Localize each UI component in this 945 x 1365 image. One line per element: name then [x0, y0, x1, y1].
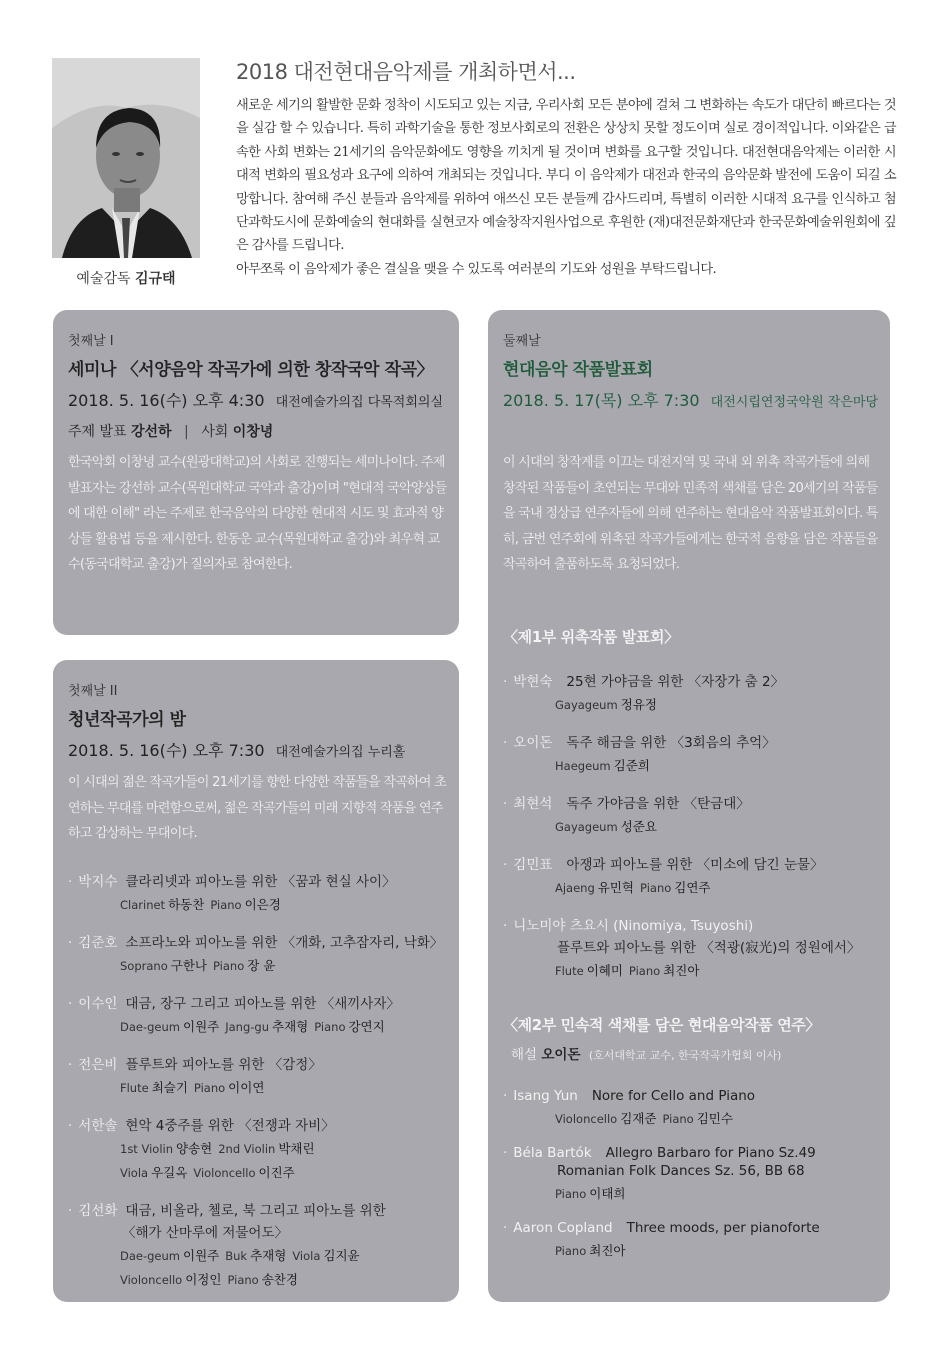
presenter-name: 강선하: [131, 424, 172, 440]
performer: [120, 898, 204, 912]
day-label: 첫째날 I: [68, 334, 114, 349]
instrument: Piano: [628, 964, 661, 978]
presenters: [68, 421, 447, 441]
performers-line: [503, 962, 878, 980]
composer-name: 오이돈: [513, 735, 553, 751]
instrument: 1st Violin: [120, 1142, 173, 1156]
performers-line: [503, 879, 878, 897]
instrument: Clarinet: [120, 898, 166, 912]
commentary-name: 오이돈: [541, 1047, 581, 1063]
performer-name: 구한나: [170, 958, 207, 973]
performers-line: [68, 1018, 447, 1036]
performers-line: [68, 957, 447, 975]
program-item: [68, 992, 447, 1036]
performer-name: 유민혁: [597, 880, 635, 895]
performer: [210, 898, 280, 912]
bullet-icon: ·: [68, 1057, 73, 1073]
performer: [120, 1166, 187, 1180]
separator: |: [184, 424, 189, 440]
performers-line: [68, 1140, 447, 1158]
performer: [120, 959, 207, 973]
program-item: [503, 1145, 878, 1203]
performers-line: [68, 1164, 447, 1182]
composer-name: 김선화: [78, 1203, 118, 1219]
composer-name: Aaron Copland: [513, 1220, 613, 1236]
bullet-icon: ·: [68, 874, 73, 890]
instrument: Piano: [640, 881, 672, 895]
performers-line: [503, 696, 878, 714]
performer: [213, 959, 275, 973]
performer: [314, 1020, 384, 1034]
program-line: [503, 1088, 878, 1104]
program-item: [503, 731, 878, 775]
instrument: Jang-gu: [225, 1020, 269, 1034]
work-title: 독주 가야금을 위한 〈탄금대〉: [566, 796, 750, 812]
work-title-continued: 플루트와 피아노를 위한 〈적광(寂光)의 정원에서〉: [557, 940, 861, 956]
director-photo: [52, 58, 200, 258]
performer-name: 이혜미: [586, 963, 623, 978]
program-list: [503, 670, 878, 997]
young-composers-panel: [53, 660, 459, 1302]
performer-name: 김연주: [674, 880, 711, 895]
instrument: Haegeum: [555, 759, 611, 773]
program-item: [503, 1088, 878, 1128]
instrument: Piano: [193, 1081, 226, 1095]
work-title: 독주 해금을 위한 〈3회음의 추억〉: [566, 735, 776, 751]
performer: [555, 1244, 625, 1258]
event-venue: 대전시립연정국악원 작은마당: [710, 395, 879, 410]
bullet-icon: ·: [503, 796, 508, 812]
performer: [120, 1081, 188, 1095]
performer: [218, 1142, 314, 1156]
program-line: [68, 992, 447, 1012]
event-venue: 대전예술가의집 다목적회의실: [275, 395, 444, 410]
program-line: [68, 1199, 447, 1219]
bullet-icon: ·: [503, 1088, 508, 1104]
composer-name: Béla Bartók: [513, 1145, 592, 1161]
work-title-continued: Romanian Folk Dances Sz. 56, BB 68: [557, 1163, 805, 1179]
event-venue: 대전예술가의집 누리홀: [275, 745, 406, 760]
performers-line: [503, 1242, 878, 1260]
commentary: [503, 1043, 878, 1063]
program-line: [503, 1145, 878, 1161]
intro-paragraph: 아무쪼록 이 음악제가 좋은 결실을 맺을 수 있도록 여러분의 기도와 성원을 부탁드립니다.: [236, 261, 717, 277]
performer-name: 김민수: [696, 1111, 733, 1126]
instrument: Piano: [662, 1112, 694, 1126]
event-date: 2018. 5. 16(수) 오후 4:30: [68, 391, 265, 410]
intro-title: 2018 대전현대음악제를 개최하면서...: [236, 60, 576, 84]
composer-name: 최현석: [513, 796, 553, 812]
instrument: Violoncello: [120, 1273, 183, 1287]
performer-name: 이은경: [244, 897, 281, 912]
performer-name: 이원주: [183, 1019, 220, 1034]
bullet-icon: ·: [503, 674, 508, 690]
instrument: Piano: [212, 959, 245, 973]
bullet-icon: ·: [68, 1118, 73, 1134]
composer-name: 니노미야 츠요시 (Ninomiya, Tsuyoshi): [513, 918, 754, 934]
performer: [227, 1273, 297, 1287]
program-line: [503, 914, 878, 934]
event-title: 청년작곡가의 밤: [68, 710, 186, 730]
bullet-icon: ·: [503, 1220, 508, 1236]
performer-name: 최진아: [589, 1243, 626, 1258]
moderator-label: 사회: [201, 424, 229, 440]
director-caption: [52, 268, 200, 288]
work-title-continued: 〈해가 산마루에 저물어도〉: [122, 1225, 288, 1241]
intro-body: [236, 94, 896, 281]
work-title: Nore for Cello and Piano: [591, 1088, 756, 1104]
program-line: [68, 1053, 447, 1073]
performer-name: 이이연: [228, 1080, 265, 1095]
composer-name: 박현숙: [513, 674, 553, 690]
instrument: Viola: [292, 1249, 321, 1263]
instrument: Gayageum: [555, 698, 618, 712]
work-title: 소프라노와 피아노를 위한 〈개화, 고추잠자리, 낙화〉: [125, 935, 444, 951]
performer-name: 이정인: [185, 1272, 222, 1287]
event-meta: [68, 738, 447, 761]
composer-name: 이수인: [78, 996, 118, 1012]
instrument: Dae-geum: [120, 1249, 180, 1263]
performer-name: 이원주: [183, 1248, 220, 1263]
instrument: Buk: [225, 1249, 248, 1263]
instrument: Flute: [555, 964, 584, 978]
performer: [555, 881, 634, 895]
event-meta: [68, 388, 447, 411]
performer: [629, 964, 699, 978]
instrument: Violoncello: [555, 1112, 618, 1126]
program-item: [503, 670, 878, 714]
program-item: [68, 931, 447, 975]
performer-name: 이진주: [258, 1165, 295, 1180]
performers-line: [68, 1271, 447, 1289]
work-title: Allegro Barbaro for Piano Sz.49: [605, 1145, 816, 1161]
performer: [292, 1249, 359, 1263]
performer: [555, 1112, 656, 1126]
program-line: [68, 1114, 447, 1134]
bullet-icon: ·: [503, 1145, 508, 1161]
instrument: Soprano: [120, 959, 168, 973]
program-list: [503, 1088, 878, 1277]
performers-line: [503, 818, 878, 836]
bullet-icon: ·: [503, 735, 508, 751]
performer-name: 김지윤: [323, 1248, 360, 1263]
performer: [120, 1249, 219, 1263]
performer-name: 김재준: [620, 1111, 657, 1126]
performer-name: 하동찬: [168, 897, 205, 912]
performer: [555, 1187, 625, 1201]
performer: [225, 1249, 286, 1263]
instrument: Piano: [210, 898, 242, 912]
performers-line: [503, 1185, 878, 1203]
part2-header: [503, 1014, 878, 1063]
performer: [193, 1166, 294, 1180]
concert-panel: [488, 310, 890, 1302]
bullet-icon: ·: [68, 996, 73, 1012]
performer: [555, 759, 650, 773]
event-title: 세미나 〈서양음악 작곡가에 의한 창작국악 작곡〉: [68, 360, 434, 380]
instrument: Piano: [314, 1020, 346, 1034]
part2-heading: 〈제2부 민속적 색채를 담은 현대음악작품 연주〉: [503, 1016, 820, 1034]
performers-line: [68, 896, 447, 914]
day-label: 둘째날: [503, 334, 541, 349]
bullet-icon: ·: [503, 918, 508, 934]
moderator-name: 이창녕: [232, 424, 274, 440]
work-title: 클라리넷과 피아노를 위한 〈꿈과 현실 사이〉: [125, 874, 396, 890]
program-line: [68, 870, 447, 890]
work-title: 아쟁과 피아노를 위한 〈미소에 담긴 눈물〉: [566, 857, 824, 873]
program-line: [503, 670, 878, 690]
program-line: [68, 931, 447, 951]
composer-name: 박지수: [78, 874, 118, 890]
performer: [225, 1020, 308, 1034]
instrument: Flute: [120, 1081, 149, 1095]
performers-line: [68, 1079, 447, 1097]
seminar-panel: [53, 310, 459, 635]
event-description: 이 시대의 젊은 작곡가들이 21세기를 향한 다양한 작품들을 작곡하여 초연하는 무대를 마련함으로써, 젊은 작곡가들의 미래 지향적 작품을 연주하고 감상하는 무대이다.: [68, 775, 447, 841]
event-meta: [503, 388, 878, 411]
performer-name: 최슬기: [151, 1080, 188, 1095]
composer-name: 서한솔: [78, 1118, 118, 1134]
performer-name: 장 윤: [247, 958, 276, 973]
instrument: Piano: [227, 1273, 259, 1287]
program-item: [68, 1053, 447, 1097]
performer-name: 우길옥: [151, 1165, 188, 1180]
program-item: [503, 853, 878, 897]
intro-paragraph: 새로운 세기의 활발한 문화 정착이 시도되고 있는 지금, 우리사회 모든 분야에 걸쳐 그 변화하는 속도가 대단히 빠르다는 것을 실감 할 수 있습니다. 특히 과학기술을 통한 정보사회로의 전환은 상상치 못할 정도이며 실로 경이적입니다. 이와같은 급속한 사회 변화는 21세기의 음악문화에도 영향을 끼치게 될 것이며 변화를 요구할 것입니다. 대전현대음악제는 이러한 시대적 변화의 필요성과 요구에 의하여 개최되는 것입니다. 부디 이 음악제가 대전과 한국의 음악문화 발전에 도움이 되길 소망합니다. 참여해 주신 분들과 음악제를 위하여 애쓰신 모든 분들께 감사드리며, 특별히 이러한 시대적 요구를 인식하고 첨단과학도시에 문화예술의 현대화를 실현코자 예술창작지원사업으로 후원한 (재)대전문화재단과 한국문화예술위원회에 깊은 감사를 드립니다.: [236, 98, 896, 254]
instrument: Gayageum: [555, 820, 618, 834]
instrument: Piano: [555, 1244, 587, 1258]
work-title: 대금, 장구 그리고 피아노를 위한 〈새끼사자〉: [125, 996, 400, 1012]
program-item: [503, 914, 878, 980]
commentary-label: 해설: [511, 1047, 538, 1063]
performer: [120, 1020, 219, 1034]
instrument: Dae-geum: [120, 1020, 180, 1034]
performer-name: 양송현: [176, 1141, 213, 1156]
program-list: [68, 870, 447, 1306]
bullet-icon: ·: [68, 935, 73, 951]
instrument: Piano: [555, 1187, 587, 1201]
work-title: 현악 4중주를 위한 〈전쟁과 자비〉: [125, 1118, 335, 1134]
work-title: Three moods, per pianoforte: [626, 1220, 820, 1236]
event-date: 2018. 5. 16(수) 오후 7:30: [68, 741, 265, 760]
work-title: 25현 가야금을 위한 〈자장가 춤 2〉: [566, 674, 785, 690]
performer: [194, 1081, 264, 1095]
composer-name: 전은비: [78, 1057, 118, 1073]
performer: [120, 1142, 212, 1156]
composer-name: 김민표: [513, 857, 553, 873]
event-date: 2018. 5. 17(목) 오후 7:30: [503, 391, 700, 410]
performer-name: 김준희: [613, 758, 650, 773]
event-description: 이 시대의 창작계를 이끄는 대전지역 및 국내 외 위촉 작곡가들에 의해 창작된 작품들이 초연되는 무대와 민족적 색채를 담은 20세기의 작품들을 국내 정상급 연주자들에 의해 연주하는 현대음악 작품발표회이다. 특히, 금번 연주회에 위촉된 작곡가들에게는 한국적 음향을 담은 작품들을 작곡하여 출품하도록 요청되었다.: [503, 455, 878, 572]
instrument: Viola: [120, 1166, 149, 1180]
performer-name: 박채린: [278, 1141, 315, 1156]
composer-name: Isang Yun: [513, 1088, 578, 1104]
program-item: [503, 792, 878, 836]
performer-name: 정유정: [620, 697, 657, 712]
presenter-label: 주제 발표: [68, 424, 127, 440]
performers-line: [503, 1110, 878, 1128]
bullet-icon: ·: [68, 1203, 73, 1219]
performer: [640, 881, 710, 895]
performer-name: 최진아: [663, 963, 700, 978]
performer-name: 강연지: [348, 1019, 385, 1034]
bullet-icon: ·: [503, 857, 508, 873]
part1-heading: 〈제1부 위촉작품 발표회〉: [503, 628, 679, 646]
instrument: 2nd Violin: [218, 1142, 276, 1156]
performer-name: 성준요: [620, 819, 657, 834]
performer: [555, 820, 657, 834]
performer-name: 추재형: [272, 1019, 309, 1034]
work-title: 대금, 비올라, 첼로, 북 그리고 피아노를 위한: [125, 1203, 386, 1219]
event-title: 현대음악 작품발표회: [503, 360, 653, 380]
program-item: [503, 1220, 878, 1260]
performer: [120, 1273, 221, 1287]
program-line: [503, 792, 878, 812]
performer: [662, 1112, 732, 1126]
program-item: [68, 1114, 447, 1182]
program-item: [68, 870, 447, 914]
instrument: Ajaeng: [555, 881, 595, 895]
program-line: [503, 1220, 878, 1236]
performers-line: [68, 1247, 447, 1265]
director-role: 예술감독: [76, 271, 131, 287]
composer-name: 김준호: [78, 935, 118, 951]
program-line: [503, 731, 878, 751]
performer: [555, 698, 657, 712]
instrument: Violoncello: [193, 1166, 256, 1180]
program-item: [68, 1199, 447, 1289]
commentary-note: (호서대학교 교수, 한국작곡가협회 이사): [588, 1049, 782, 1062]
director-name: 김규태: [134, 271, 176, 287]
performers-line: [503, 757, 878, 775]
day-label: 첫째날 II: [68, 684, 118, 699]
director-portrait-image: [52, 58, 200, 258]
performer-name: 송찬경: [261, 1272, 298, 1287]
work-title: 플루트와 피아노를 위한 〈감정〉: [125, 1057, 322, 1073]
performer-name: 이태희: [589, 1186, 626, 1201]
performer-name: 추재형: [250, 1248, 287, 1263]
performer: [555, 964, 623, 978]
program-line: [503, 853, 878, 873]
event-description: 한국악회 이창녕 교수(원광대학교)의 사회로 진행되는 세미나이다. 주제 발표자는 강선하 교수(목원대학교 국악과 출강)이며 "현대적 국악양상들에 대한 이해" 라는 주제로 한국음악의 다양한 현대적 시도 및 효과적 양상들 활용법 등을 제시한다. 한동운 교수(목원대학교 출강)와 최우혁 교수(동국대학교 출강)가 질의자로 참여한다.: [68, 455, 447, 572]
